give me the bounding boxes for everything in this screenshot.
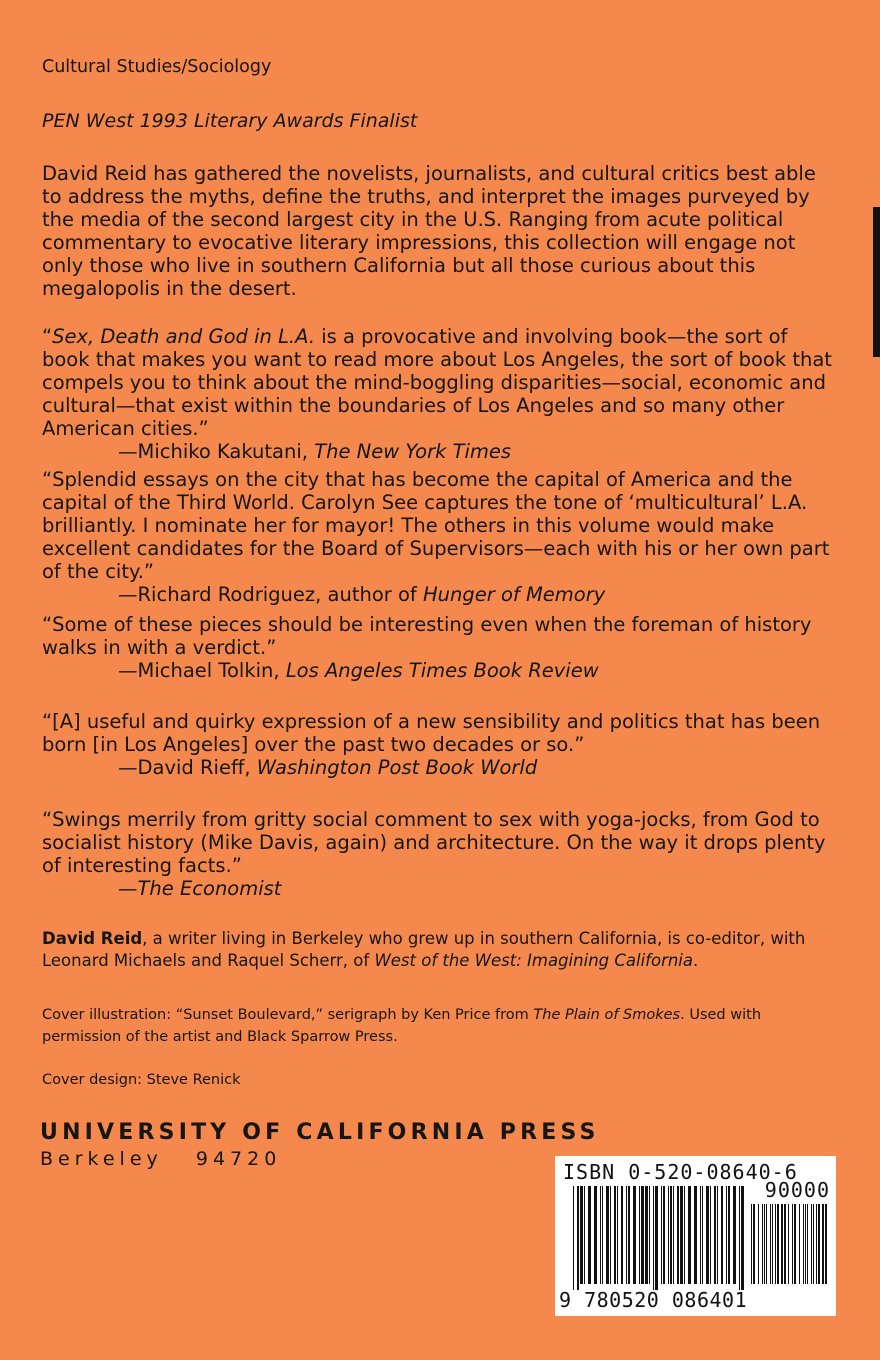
barcode-bar — [688, 1186, 691, 1284]
cover-illustration-prefix: Cover illustration: “Sunset Boulevard,” serigraph by Ken Price from — [42, 1007, 534, 1023]
barcode-bar — [645, 1186, 648, 1284]
review-1-text: is a provocative and involving book—the sort of book that makes you want to read more about Los Angeles, the sort of book that compels you to think about the mind-boggling disparities—social, economic and cultural—that exist within the boundaries of Los Angeles and so many other American cities.” — [42, 325, 832, 440]
review-4-quote: “[A] useful and quirky expression of a new sensibility and politics that has been born [in Los Angeles] over the past two decades or so.” — [42, 710, 821, 756]
isbn-number: ISBN 0-520-08640-6 — [563, 1160, 798, 1184]
barcode-bar — [772, 1204, 773, 1284]
barcode-bar — [580, 1186, 583, 1284]
cover-design-credit: Cover design: Steve Renick — [42, 1072, 241, 1088]
ean-number: 9 780520 086401 — [559, 1288, 748, 1312]
barcode-bar — [741, 1186, 744, 1290]
barcode-bar — [762, 1204, 763, 1284]
barcode-bar — [655, 1186, 658, 1290]
review-1-attribution — [42, 440, 837, 463]
barcode-bar — [684, 1186, 685, 1284]
barcode-bar — [825, 1204, 827, 1284]
review-3-quote: “Some of these pieces should be interesting even when the foreman of history walks in with a verdict.” — [42, 613, 812, 659]
barcode-bar — [751, 1204, 752, 1284]
barcode-bar — [818, 1204, 820, 1284]
barcode-bar — [626, 1186, 627, 1284]
review-2-quote: “Splendid essays on the city that has become the capital of America and the capital of the Third World. Carolyn See captures the tone of ‘multicultural’ L.A. brilliantly. I nominate her for mayor! The others in this volume would make excellent candidates for the Board of Supervisors—each with his or her own part of the city.” — [42, 468, 830, 583]
barcode-bar — [706, 1186, 709, 1284]
review-2-attribution — [42, 583, 832, 606]
review-2-author: —Richard Rodriguez, author of — [118, 583, 423, 606]
barcode-bar — [668, 1186, 669, 1284]
bio-book: West of the West: Imagining California — [374, 951, 694, 970]
barcode-bar — [799, 1204, 800, 1284]
barcode-bar — [653, 1186, 654, 1290]
barcode-bar — [663, 1186, 665, 1284]
review-5-author: — — [118, 877, 138, 900]
description: David Reid has gathered the novelists, journalists, and cultural critics best able to address the myths, define the truths, and interpret the images purveyed by the media of the second largest city in the U.S. Ranging from acute political commentary to evocative literary impressions, this collection will engage not only those who live in southern California but all those curious about this megalopolis in the desert. — [42, 162, 816, 300]
review-1-title: Sex, Death and God in L.A. — [52, 325, 316, 348]
barcode-bar — [781, 1204, 783, 1284]
barcode-bar — [621, 1186, 623, 1284]
cover-illustration-book: The Plain of Smokes — [533, 1007, 681, 1023]
barcode-bar — [614, 1186, 616, 1284]
barcode-bar — [661, 1186, 662, 1284]
barcode-bar — [702, 1186, 703, 1284]
barcode-bar — [610, 1186, 611, 1284]
publisher-city: Berkeley 94720 — [40, 1148, 282, 1170]
barcode-bar — [792, 1204, 793, 1284]
review-3 — [42, 613, 837, 682]
barcode-bar — [784, 1204, 786, 1284]
barcode-bar — [639, 1186, 640, 1284]
barcode-bar — [733, 1186, 736, 1284]
barcode-bar — [617, 1186, 618, 1284]
barcode-bar — [728, 1186, 730, 1284]
barcode-bar — [803, 1204, 804, 1284]
review-4-attribution — [42, 756, 842, 779]
price-code: 90000 — [764, 1178, 830, 1202]
barcode-bar — [721, 1186, 723, 1284]
barcode-bar — [739, 1186, 740, 1290]
barcode-bar — [628, 1186, 630, 1284]
barcode-bar — [794, 1204, 796, 1284]
review-1-author: —Michiko Kakutani, — [118, 440, 315, 463]
review-3-source: Los Angeles Times Book Review — [285, 659, 599, 682]
author-bio — [42, 928, 842, 972]
barcode-bar — [753, 1204, 755, 1284]
barcode-bar — [649, 1186, 650, 1284]
barcode-bar — [594, 1186, 597, 1284]
review-2 — [42, 468, 832, 606]
barcode — [555, 1156, 836, 1316]
review-1-quote: “Sex, Death and God in L.A. is a provocative and involving book—the sort of book that makes you want to read more about Los Angeles, the sort of book that compels you to think about the mind-boggling disparities—social, economic and cultural—that exist within the boundaries of Los Angeles and so many other American cities.” — [42, 325, 832, 440]
barcode-bar — [641, 1186, 644, 1284]
barcode-bar — [816, 1204, 817, 1284]
review-4-author: —David Rieff, — [118, 756, 257, 779]
review-5-quote: “Swings merrily from gritty social comment to sex with yoga-jocks, from God to socialist history (Mike Davis, again) and architecture. On the way it drops plenty of interesting facts.” — [42, 808, 826, 877]
cover-illustration-suffix: . Used with permission of the artist and Black Sparrow Press. — [42, 1007, 762, 1045]
barcode-bar — [633, 1186, 636, 1284]
barcode-bar — [775, 1204, 776, 1284]
barcode-bar — [770, 1204, 771, 1284]
barcode-bar — [807, 1204, 808, 1284]
barcode-bar — [573, 1186, 574, 1290]
barcode-bar — [822, 1204, 824, 1284]
cover-illustration-credit — [42, 1004, 842, 1048]
barcode-bar — [700, 1186, 701, 1284]
barcode-bar — [813, 1204, 814, 1284]
barcode-bar — [758, 1204, 759, 1284]
barcode-bar — [584, 1186, 585, 1284]
barcode-bar — [805, 1204, 806, 1284]
bio-end: . — [693, 951, 699, 970]
barcode-bar — [577, 1186, 579, 1290]
bio-name: David Reid — [42, 929, 143, 948]
review-1-source: The New York Times — [314, 440, 512, 463]
barcode-bar — [673, 1186, 674, 1284]
barcode-bar — [588, 1186, 591, 1284]
review-5-source: The Economist — [137, 877, 282, 900]
barcode-bar — [726, 1186, 727, 1284]
barcode-bar — [811, 1204, 812, 1284]
barcode-bar — [777, 1204, 779, 1284]
category-label: Cultural Studies/Sociology — [42, 57, 272, 77]
barcode-bar — [766, 1204, 767, 1284]
review-5 — [42, 808, 832, 900]
review-1 — [42, 325, 837, 463]
barcode-bar — [677, 1186, 679, 1284]
barcode-bar — [606, 1186, 609, 1284]
barcode-bar — [788, 1204, 789, 1284]
bio-text: , a writer living in Berkeley who grew up in southern California, is co-editor, with Leonard Michaels and Raquel Scherr, of — [42, 929, 806, 970]
barcode-bar — [714, 1186, 716, 1284]
barcode-bar — [694, 1186, 697, 1284]
review-3-author: —Michael Tolkin, — [118, 659, 286, 682]
review-3-attribution — [42, 659, 837, 682]
review-5-attribution — [42, 877, 832, 900]
barcode-bar — [717, 1186, 718, 1284]
barcode-bar — [764, 1204, 765, 1284]
barcode-bar — [602, 1186, 603, 1284]
review-2-source: Hunger of Memory — [422, 583, 606, 606]
barcode-bar — [710, 1186, 711, 1284]
barcode-bar — [670, 1186, 672, 1284]
barcode-bar — [680, 1186, 683, 1284]
publisher-name: UNIVERSITY OF CALIFORNIA PRESS — [40, 1120, 600, 1145]
edge-bar — [873, 207, 880, 357]
barcode-bar — [600, 1186, 601, 1284]
review-4-source: Washington Post Book World — [256, 756, 538, 779]
award-note: PEN West 1993 Literary Awards Finalist — [42, 110, 418, 132]
review-4 — [42, 710, 842, 779]
